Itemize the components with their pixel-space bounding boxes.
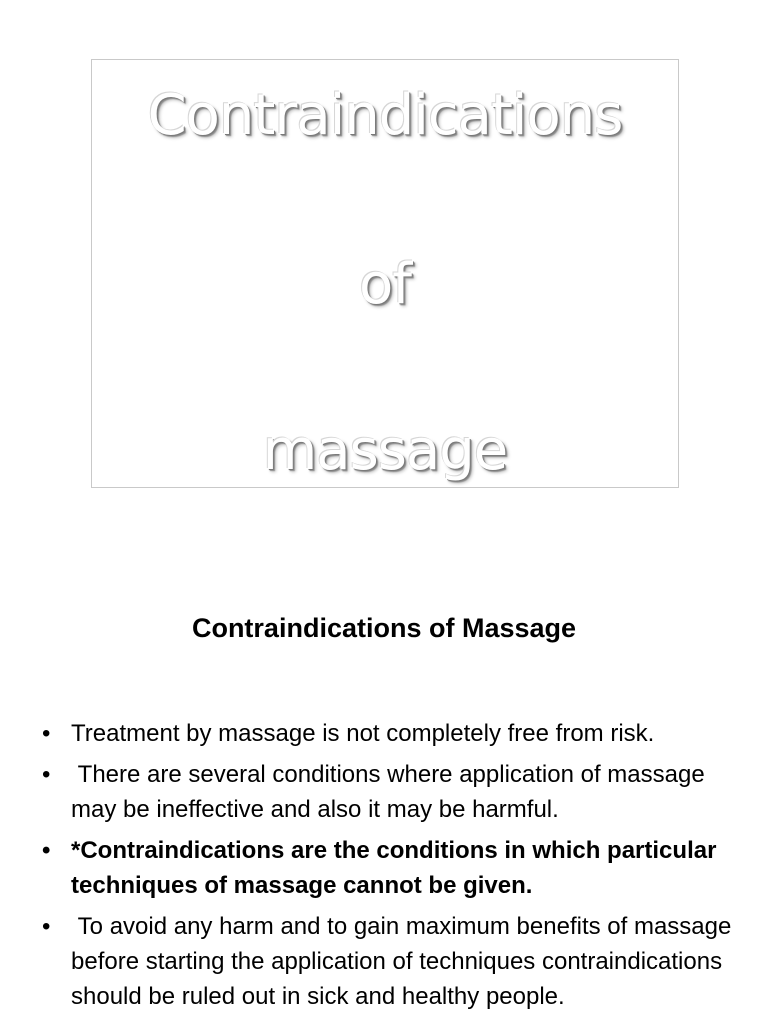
bullet-text: Treatment by massage is not completely free from risk. <box>71 720 655 747</box>
bullet-dot: • <box>42 913 51 940</box>
bullet-dot: • <box>42 837 51 864</box>
bullet-text: To avoid any harm and to gain maximum benefits of massage before starting the application of techniques contraindications should be ruled out in sick and healthy people. <box>71 913 739 1010</box>
bullet-list <box>42 716 742 1020</box>
bullet-item <box>42 909 742 1014</box>
bullet-dot: • <box>42 720 51 747</box>
bullet-item <box>42 716 742 751</box>
content-heading: Contraindications of Massage <box>191 613 577 643</box>
bullet-text: There are several conditions where application of massage may be ineffective and also it may be harmful. <box>71 761 712 823</box>
title-slide <box>91 59 679 488</box>
bullet-item <box>42 757 742 827</box>
title-line-1: Contraindications <box>147 83 623 148</box>
bullet-item <box>42 833 742 903</box>
title-line-2: of <box>359 252 411 317</box>
title-line-3: massage <box>262 418 508 483</box>
bullet-text: *Contraindications are the conditions in which particular techniques of massage cannot be given. <box>71 837 717 899</box>
bullet-dot: • <box>42 761 51 788</box>
